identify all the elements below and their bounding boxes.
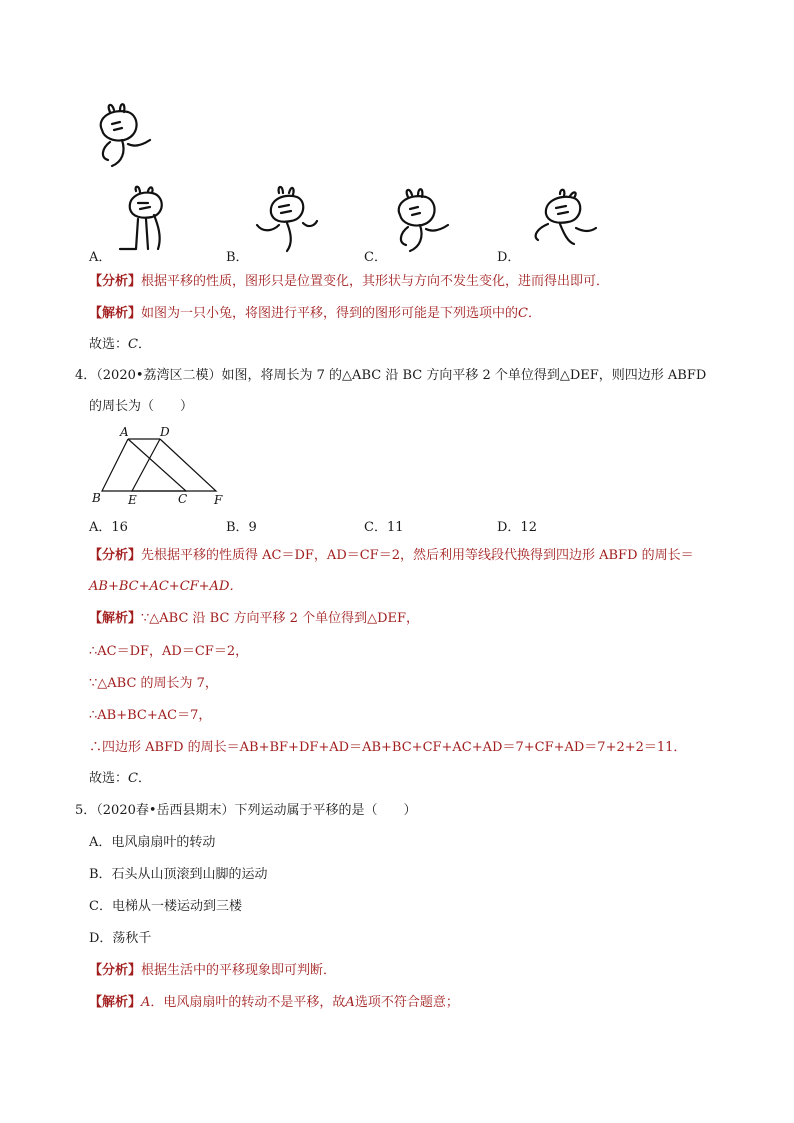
q3-analysis: 【分析】根据平移的性质，图形只是位置变化，其形状与方向不发生变化，进而得出即可． <box>89 274 610 289</box>
q4-translation-figure <box>90 424 235 509</box>
q4-option-b: B．9 <box>226 520 257 535</box>
q4-option-d: D．12 <box>497 520 537 535</box>
q3-option-d: D． <box>497 250 521 265</box>
q5-stem: 5．（2020春•岳西县期末）下列运动属于平移的是（ ） <box>75 803 417 818</box>
rabbit-option-b-icon <box>253 185 323 255</box>
q4-solution-line3: ∵△ABC 的周长为 7， <box>89 676 218 691</box>
q5-analysis: 【分析】根据生活中的平移现象即可判断． <box>89 963 337 978</box>
rabbit-option-d-icon <box>520 188 600 253</box>
point-label-b: B <box>92 491 101 505</box>
q4-option-c: C．11 <box>364 520 404 535</box>
q4-solution-line4: ∴AB+BC+AC＝7， <box>89 708 212 723</box>
q4-solution-line5: ∴四边形 ABFD 的周长＝AB+BF+DF+AD＝AB+BC+CF+AC+AD＝7+CF+AD＝7+2+2＝11． <box>89 740 687 755</box>
q4-stem-line1: 4．（2020•荔湾区二模）如图，将周长为 7 的△ABC 沿 BC 方向平移 2 个单位得到△DEF，则四边形 ABFD <box>75 368 707 383</box>
q4-stem-line2: 的周长为（ ） <box>89 399 194 414</box>
q4-option-a: A．16 <box>89 520 128 535</box>
q4-solution-line2: ∴AC＝DF，AD＝CF＝2， <box>89 644 249 659</box>
q3-solution: 【解析】如图为一只小兔，将图进行平移，得到的图形可能是下列选项中的C． <box>89 306 541 321</box>
q4-solution-line1: 【解析】∵△ABC 沿 BC 方向平移 2 个单位得到△DEF， <box>89 611 420 626</box>
rabbit-option-a-icon <box>118 185 178 255</box>
q5-option-d: D．荡秋千 <box>89 931 152 946</box>
point-label-e: E <box>128 493 137 507</box>
point-label-f: F <box>214 493 223 507</box>
q5-solution: 【解析】A．电风扇扇叶的转动不是平移，故A选项不符合题意； <box>89 995 459 1010</box>
triangle-def <box>132 439 216 491</box>
rabbit-option-c-icon <box>390 185 460 255</box>
point-label-c: C <box>178 492 188 506</box>
q4-answer: 故选：C． <box>89 771 151 786</box>
q5-option-a: A．电风扇扇叶的转动 <box>89 835 216 850</box>
q3-option-b: B． <box>226 250 249 265</box>
q3-option-c: C． <box>364 250 387 265</box>
q5-option-b: B．石头从山顶滚到山脚的运动 <box>89 867 268 882</box>
q5-option-c: C．电梯从一楼运动到三楼 <box>89 899 242 914</box>
q4-analysis-line1: 【分析】先根据平移的性质得 AC＝DF，AD＝CF＝2，然后利用等线段代换得到四边形 ABFD 的周长＝ <box>89 548 694 563</box>
rabbit-original-icon <box>92 100 162 175</box>
triangle-abc <box>102 439 186 491</box>
point-label-a: A <box>120 425 129 439</box>
q4-analysis-line2: AB+BC+AC+CF+AD． <box>89 579 243 594</box>
q3-answer: 故选：C． <box>89 337 151 352</box>
point-label-d: D <box>160 425 170 439</box>
q3-option-a: A． <box>89 250 112 265</box>
